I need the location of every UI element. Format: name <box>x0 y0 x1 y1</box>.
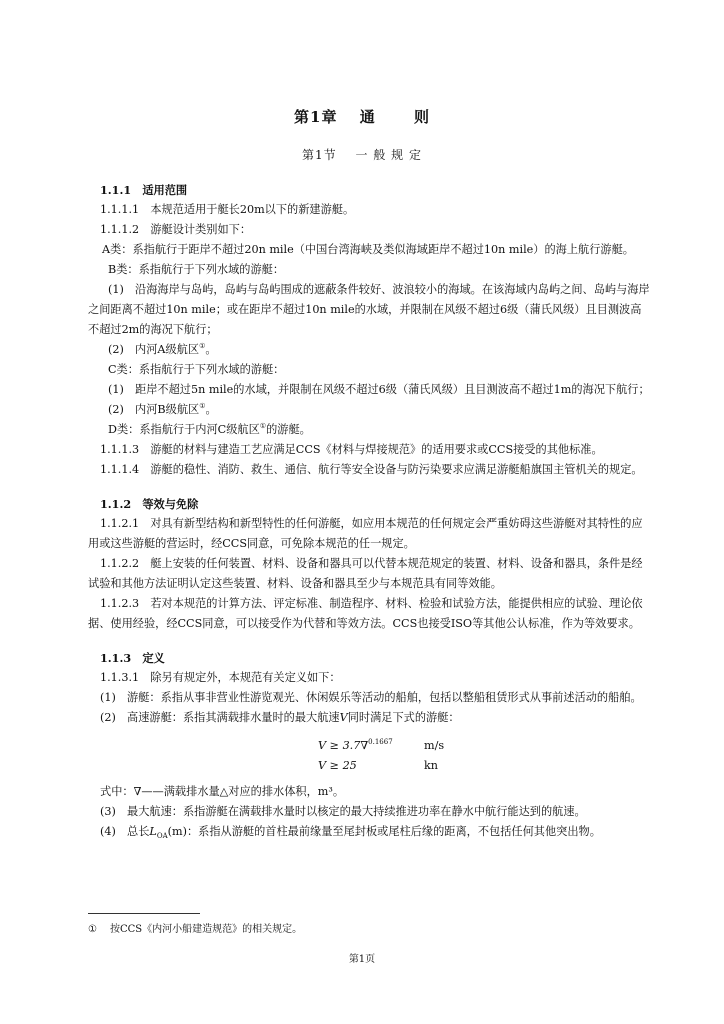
section-title <box>0 146 724 163</box>
footnote-ref: ① <box>199 402 206 410</box>
clause-1-1-1-4: 1.1.1.4 游艇的稳性、消防、救生、通信、航行等安全设备与防污染要求应满足游艇船旗国主管机关的规定。 <box>100 463 643 476</box>
section-label: 第1节 <box>302 148 337 162</box>
formula-2-unit: kn <box>424 759 438 772</box>
formula-row-1 <box>318 736 652 756</box>
chapter-title <box>0 106 724 127</box>
formula-1-exponent: 0.1667 <box>368 738 393 746</box>
formula-1-lhs: V ≥ 3.7∇ <box>318 739 369 752</box>
footnote-divider <box>88 913 200 914</box>
heading-1-1-2: 1.1.2 等效与免除 <box>100 497 199 511</box>
formula-where: 式中：∇——满载排水量△对应的排水体积，m³。 <box>100 785 345 798</box>
clause-1-1-3-1: 1.1.3.1 除另有规定外，本规范有关定义如下： <box>100 671 341 684</box>
footnote-ref: ① <box>259 422 267 430</box>
footnote <box>88 920 302 935</box>
section-heading: 一 般 规 定 <box>355 148 422 162</box>
page-number: 第1页 <box>348 954 376 965</box>
chapter-word-2: 则 <box>413 108 430 126</box>
formula-1-unit: m/s <box>424 739 445 752</box>
heading-1-1-3: 1.1.3 定义 <box>100 651 165 665</box>
definition-yacht: (1) 游艇：系指从事非营业性游览观光、休闲娱乐等活动的船舶，包括以整船租赁形式从事前述活动的船舶。 <box>100 691 642 704</box>
category-c-item-2: (2) 内河B级航区①。 <box>108 402 217 416</box>
clause-1-1-2-2: 1.1.2.2 艇上安装的任何装置、材料、设备和器具可以代替本规范规定的装置、材料、设备和器具，条件是经试验和其他方法证明认定这些装置、材料、设备和器具至少与本规范具有同等效能。 <box>88 557 643 590</box>
category-c-item-1: (1) 距岸不超过5n mile的水域，并限制在风级不超过6级（蒲氏风级）且目测波高不超过1m的海况下航行； <box>108 383 650 396</box>
definition-length-overall: (4) 总长$L_{OA}(m)$：系指从游艇的首柱最前缘量至尾封板或尾柱后缘的距离，不包括任何其他突出物。 <box>100 825 601 840</box>
formula-row-2 <box>318 756 652 776</box>
clause-1-1-1-1: 1.1.1.1 本规范适用于艇长20m以下的新建游艇。 <box>100 203 355 216</box>
footnote-mark: ① <box>88 924 97 935</box>
chapter-word-1: 通 <box>359 108 376 126</box>
clause-1-1-2-3: 1.1.2.3 若对本规范的计算方法、评定标准、制造程序、材料、检验和试验方法，能提供相应的试验、理论依据、使用经验，经CCS同意，可以接受作为代替和等效方法。CCS也接受ISO等其他公认标准，作为等效要求。 <box>88 597 643 630</box>
speed-formula <box>318 736 652 776</box>
category-b-item-1: (1) 沿海海岸与岛屿，岛屿与岛屿围成的遮蔽条件较好、波浪较小的海域。在该海域内岛屿之间、岛屿与海岸之间距离不超过10n mile；或在距岸不超过10n mile的水域，并限制在风级不超过6级（蒲氏风级）且目测波高不超过2m的海况下航行； <box>88 283 650 336</box>
category-b: B类：系指航行于下列水域的游艇： <box>108 263 285 276</box>
definition-max-speed: (3) 最大航速：系指游艇在满载排水量时以核定的最大持续推进功率在静水中航行能达到的航速。 <box>100 805 586 818</box>
document-body <box>88 180 652 842</box>
category-a: A类：系指航行于距岸不超过20n mile（中国台湾海峡及类似海域距岸不超过10n mile）的海上航行游艇。 <box>102 243 634 256</box>
category-d: D类：系指航行于内河C级航区①的游艇。 <box>108 422 311 436</box>
category-c: C类：系指航行于下列水域的游艇： <box>108 363 285 376</box>
clause-1-1-1-2: 1.1.1.2 游艇设计类别如下： <box>100 223 252 236</box>
heading-1-1-1: 1.1.1 适用范围 <box>100 183 188 197</box>
clause-1-1-1-3: 1.1.1.3 游艇的材料与建造工艺应满足CCS《材料与焊接规范》的适用要求或CCS接受的其他标准。 <box>100 443 603 456</box>
definition-high-speed-yacht: (2) 高速游艇：系指其满载排水量时的最大航速V同时满足下式的游艇： <box>100 711 460 724</box>
category-b-item-2: (2) 内河A级航区①。 <box>108 342 217 356</box>
formula-2-lhs: V ≥ 25 <box>318 759 357 772</box>
footnote-text: 按CCS《内河小船建造规范》的相关规定。 <box>110 924 303 935</box>
footnote-ref: ① <box>199 342 206 350</box>
clause-1-1-2-1: 1.1.2.1 对具有新型结构和新型特性的任何游艇，如应用本规范的任何规定会严重妨碍这些游艇对其特性的应用或这些游艇的营运时，经CCS同意，可免除本规范的任一规定。 <box>88 517 643 550</box>
chapter-number: 第1章 <box>294 108 338 126</box>
